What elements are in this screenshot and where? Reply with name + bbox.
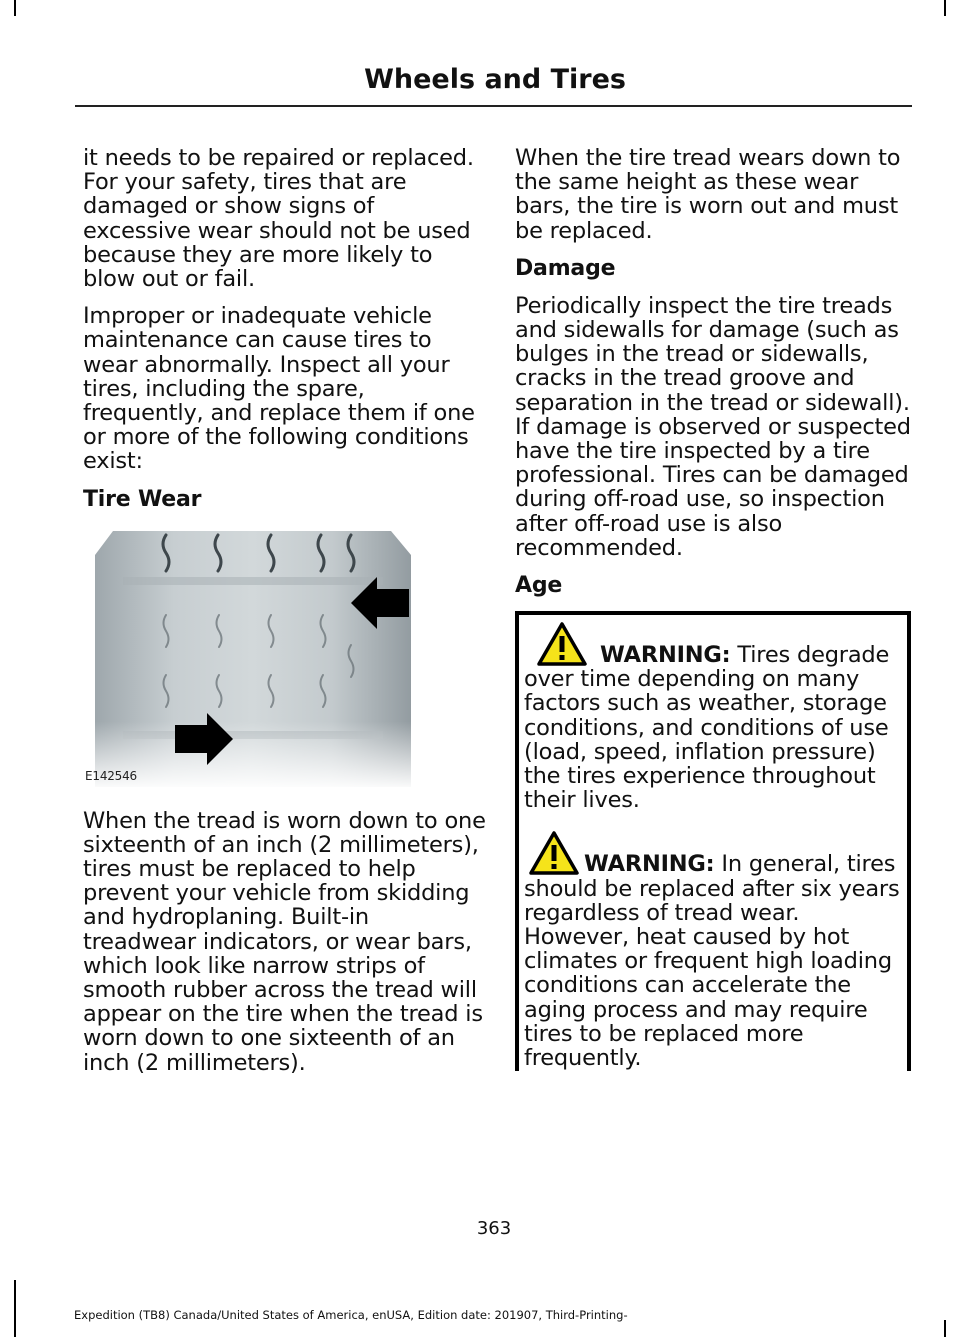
- warning-2: [524, 830, 901, 1070]
- tire-wear-illustration: [83, 525, 423, 787]
- left-paragraph-2: Improper or inadequate vehicle maintenance can cause tires to wear abnormally. Inspect all your tires, including the spare, frequently, and replace them if one or more of the following conditions exist:: [83, 303, 475, 475]
- page-number: 363: [476, 1218, 512, 1239]
- warning-triangle-icon: [536, 621, 588, 667]
- left-paragraph-3: When the tread is worn down to one sixteenth of an inch (2 millimeters), tires must be replaced to help prevent your vehicle from skidding and hydroplaning. Built-in treadwear indicators, or wear bars, which look like narrow strips of smooth rubber across the tread will appear on the tire when the tread is worn down to one sixteenth of an inch (2 millimeters).: [83, 807, 486, 1076]
- header-divider: [75, 105, 912, 107]
- heading-tire-wear: Tire Wear: [83, 486, 202, 512]
- left-column: [83, 146, 488, 1088]
- warning-1-text: Tires degrade over time depending on many factors such as weather, storage conditions, and conditions of use (load, speed, inflation pressure) the tires experience throughout their lives.: [524, 642, 890, 814]
- heading-damage: Damage: [515, 255, 616, 281]
- heading-age: Age: [515, 573, 563, 599]
- crop-mark-top-right: [944, 0, 946, 16]
- tread-image: [83, 525, 423, 787]
- warning-triangle-icon: [528, 830, 580, 876]
- right-column: [515, 146, 911, 1071]
- warning-2-label: WARNING:: [584, 851, 715, 878]
- right-paragraph-1: When the tire tread wears down to the same height as these wear bars, the tire is worn out and must be replaced.: [515, 145, 901, 244]
- warning-2-text: In general, tires should be replaced after six years regardless of tread wear. However, heat caused by hot climates or frequent high loading conditions can accelerate the aging process and may require tires to be replaced more frequently.: [524, 851, 900, 1072]
- left-paragraph-1: it needs to be repaired or replaced. For your safety, tires that are damaged or show signs of excessive wear should not be used because they are more likely to blow out or fail.: [83, 145, 474, 293]
- crop-mark-bottom-left: [14, 1280, 16, 1337]
- warning-1-label: WARNING:: [600, 642, 731, 669]
- crop-mark-top-left: [14, 0, 16, 16]
- warning-box: [515, 611, 911, 1071]
- right-paragraph-2: Periodically inspect the tire treads and sidewalls for damage (such as bulges in the tread or sidewalls, cracks in the tread groove and separation in the tread or sidewall). If damage is observed or suspected have the tire inspected by a tire professional. Tires can be damaged during off-road use, so inspection after off-road use is also recommended.: [515, 292, 911, 561]
- figure-code: E142546: [85, 769, 137, 784]
- footer-edition: Expedition (TB8) Canada/United States of America, enUSA, Edition date: 201907, Third-Printing-: [74, 1308, 628, 1322]
- crop-mark-bottom-right: [944, 1320, 946, 1337]
- page-header-title: Wheels and Tires: [364, 64, 626, 95]
- warning-1: [524, 621, 901, 812]
